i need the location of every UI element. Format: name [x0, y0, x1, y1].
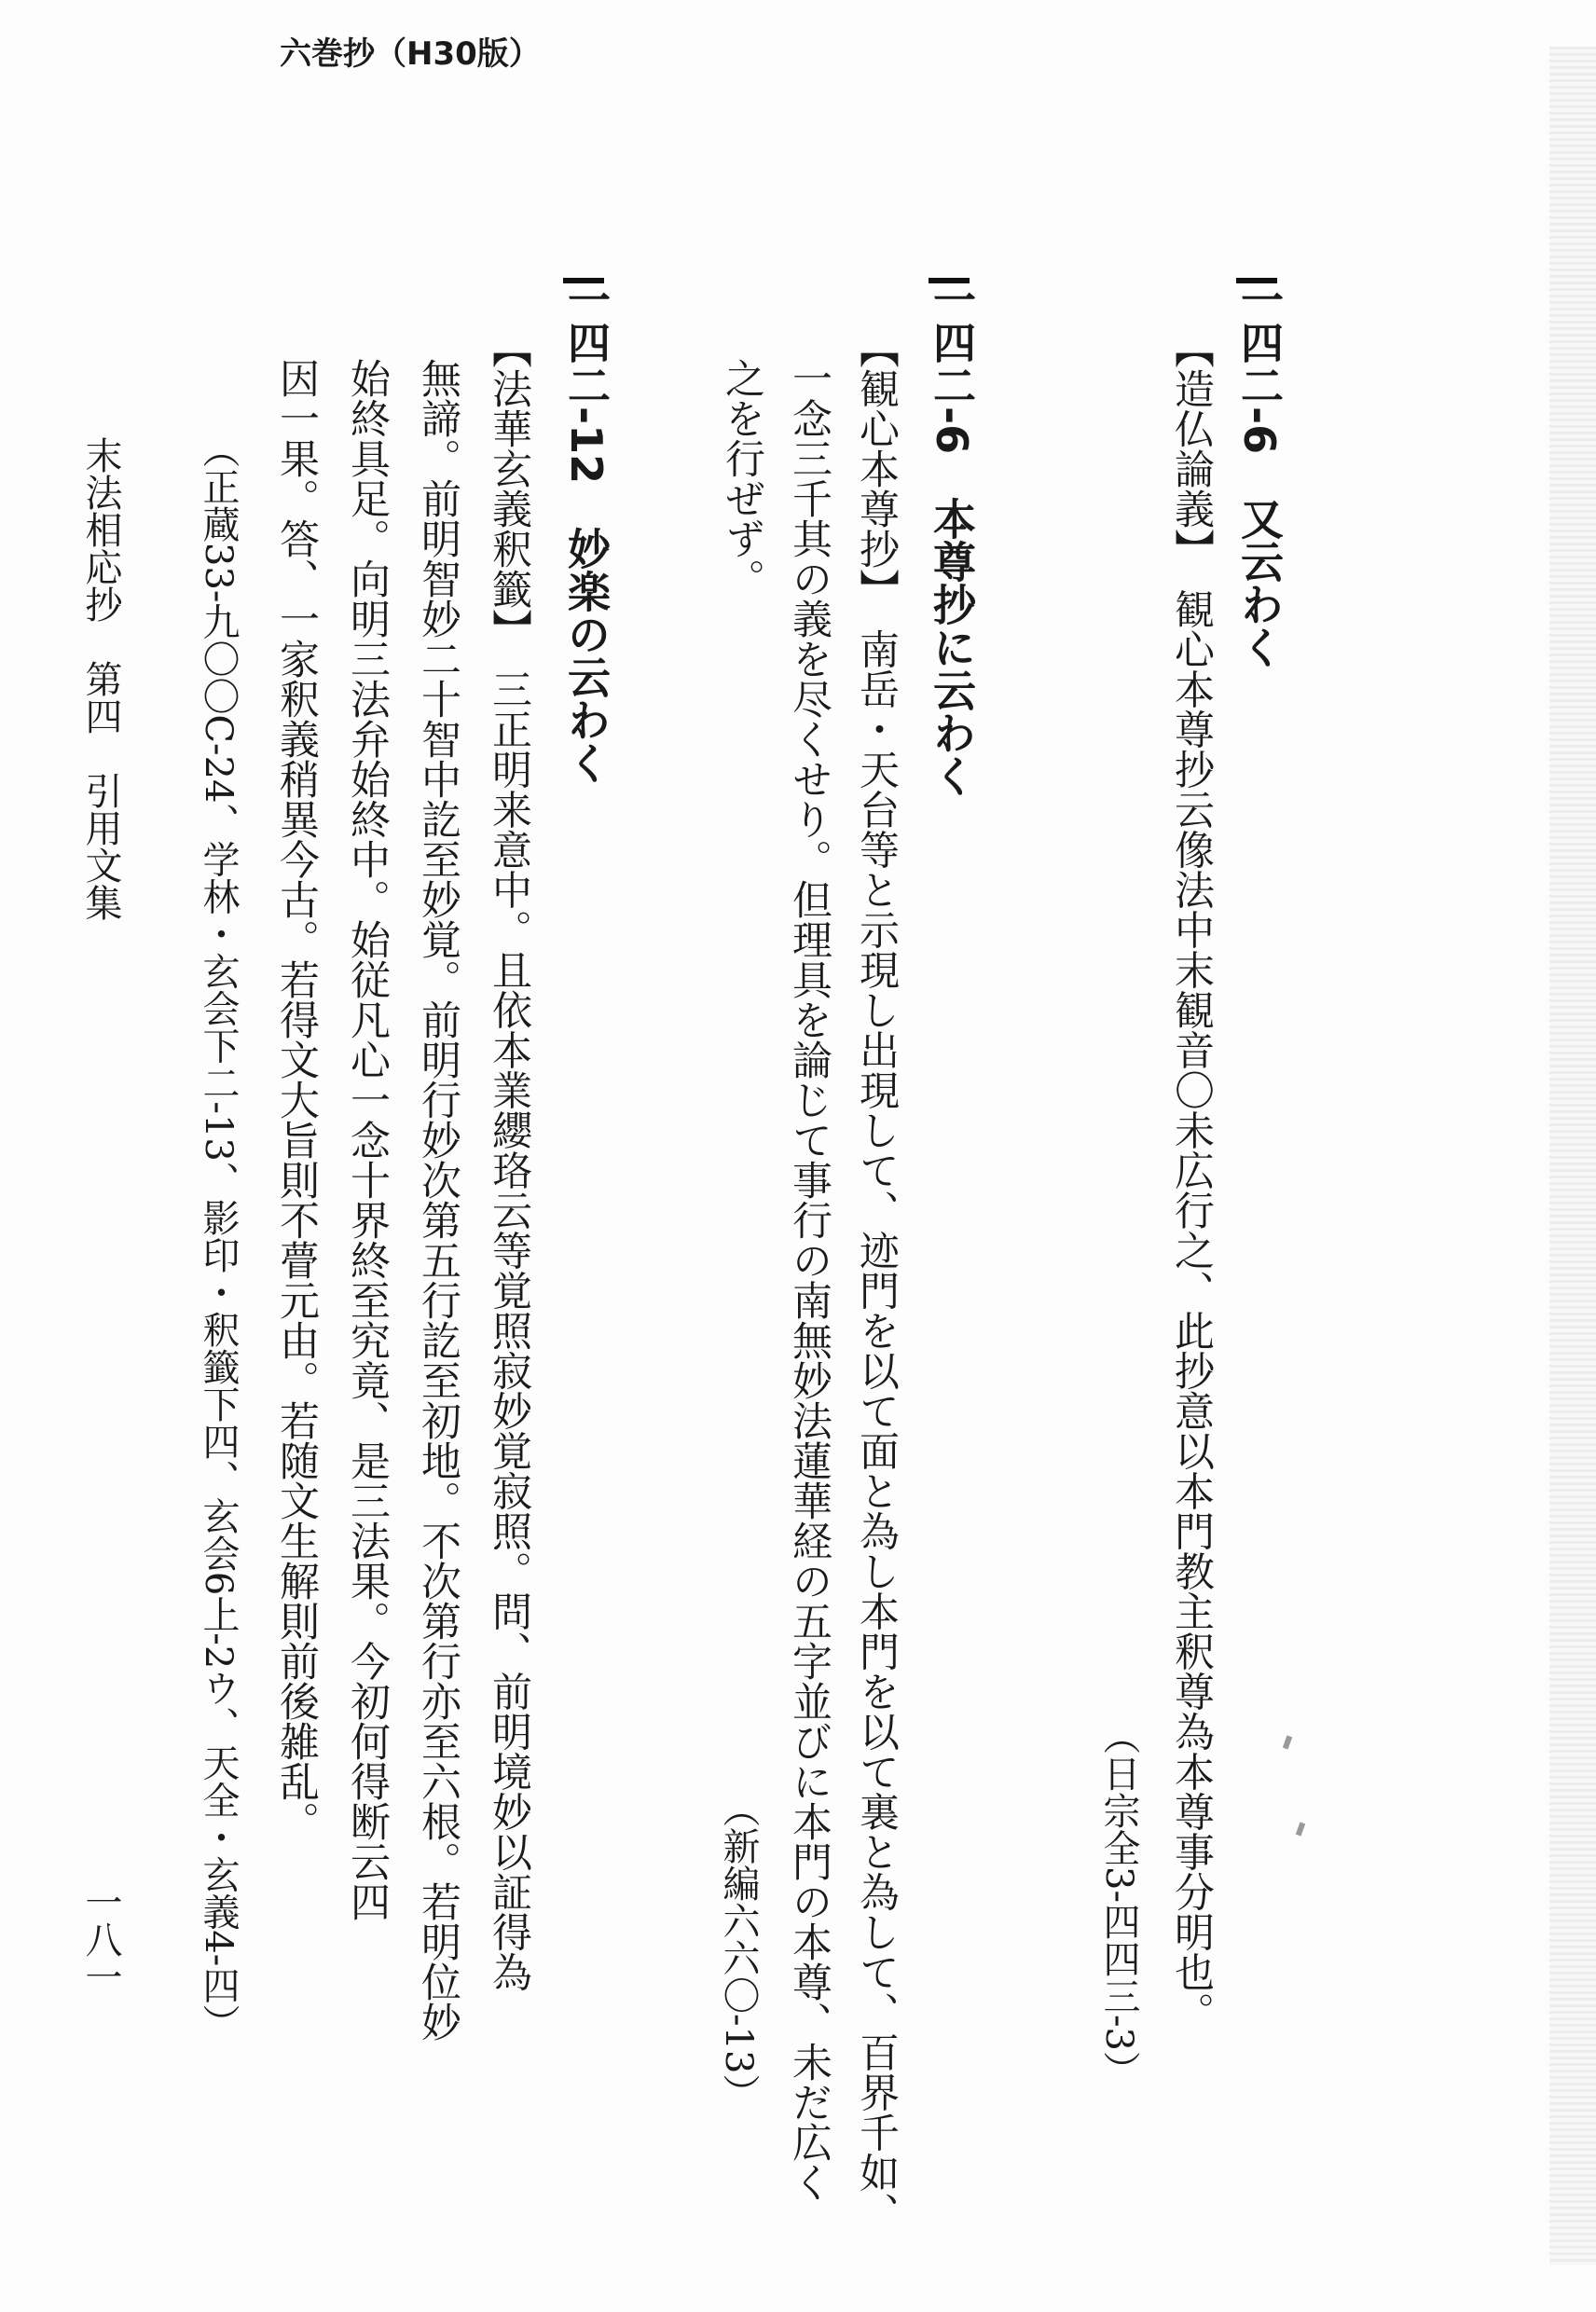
section-2-citation: （新編六六〇-13）	[717, 1790, 760, 2112]
section-3-line-3: 始終具足。向明三法弁始終中。始従凡心一念十界終至究竟、是三法果。今初何得断云四	[344, 358, 391, 1921]
running-title: 末法相応抄 第四 引用文集	[79, 436, 122, 921]
scan-edge	[1549, 47, 1596, 2265]
section-3-citation: （正蔵33-九〇〇C-24、学林・玄会下二-13、影印・釈籤下四、玄会6上-2ウ、天全・玄義4-四）	[197, 431, 240, 2042]
section-2-heading: 一四二-6 本尊抄に云わく	[927, 278, 977, 798]
section-3-line-1: 【法華玄義釈籤】 三正明来意中。且依本業纓珞云等覚照寂妙覚寂照。問、前明境妙以証得為	[486, 328, 532, 1992]
section-2-line-1: 【観心本尊抄】 南岳・天台等と示現し出現して、迹門を以て面と為し本門を以て裏と為して、百界千如、	[853, 328, 900, 2233]
section-1-citation: （日宗全3-四四三-3）	[1097, 1717, 1140, 2088]
page-header-title: 六巻抄（H30版）	[280, 35, 541, 73]
scan-speck	[1283, 1735, 1292, 1749]
section-3-line-4: 因一果。答、一家釈義稍異今古。若得文大旨則不瞢元由。若随文生解則前後雑乱。	[273, 358, 320, 1841]
section-3-heading: 一四二-12 妙楽の云わく	[561, 278, 612, 785]
section-2-line-2: 一念三千其の義を尽くせり。但理具を論じて事行の南無妙法蓮華経の五字並びに本門の本尊、未だ広く	[786, 358, 832, 2202]
section-1-heading: 一四二-6 又云わく	[1234, 278, 1285, 669]
section-3-line-2: 無諦。前明智妙二十智中訖至妙覚。前明行妙次第五行訖至初地。不次第行亦至六根。若明位妙	[415, 358, 461, 2042]
page-number: 一八一	[79, 1883, 122, 1995]
section-1-line-1: 【造仏論義】 観心本尊抄云像法中末観音〇未広行之、此抄意以本門教主釈尊為本尊事分明也。	[1168, 328, 1215, 2032]
section-2-line-3: 之を行ぜず。	[719, 358, 765, 599]
scan-speck	[1296, 1822, 1305, 1836]
